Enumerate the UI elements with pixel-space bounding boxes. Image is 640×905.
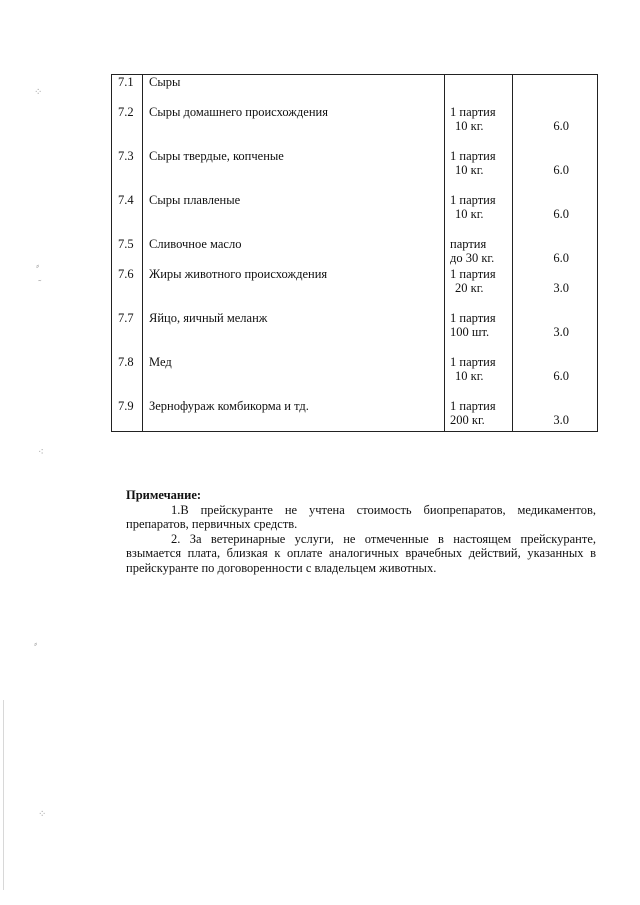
row-unit-line1: 1 партия bbox=[450, 192, 496, 207]
notes-section bbox=[126, 488, 596, 575]
row-name: Сыры плавленые bbox=[143, 193, 445, 237]
row-unit bbox=[445, 75, 513, 105]
table-row bbox=[112, 237, 598, 267]
notes-heading: Примечание: bbox=[126, 488, 202, 502]
row-name: Сливочное масло bbox=[143, 237, 445, 267]
row-name: Мед bbox=[143, 355, 445, 399]
row-price-value: 3.0 bbox=[553, 280, 569, 295]
row-price bbox=[513, 399, 598, 432]
scan-speck: ˜ bbox=[38, 279, 42, 290]
row-unit bbox=[445, 399, 513, 432]
row-price bbox=[513, 311, 598, 355]
scan-speck: ⸗ bbox=[34, 639, 38, 650]
row-number: 7.2 bbox=[112, 105, 143, 149]
row-unit-line1: 1 партия bbox=[450, 266, 496, 281]
row-unit-line1: 1 партия bbox=[450, 398, 496, 413]
row-price bbox=[513, 149, 598, 193]
row-name: Сыры bbox=[143, 75, 445, 105]
row-unit-line2: 10 кг. bbox=[455, 368, 484, 383]
row-price bbox=[513, 267, 598, 311]
table-row bbox=[112, 149, 598, 193]
row-price-value: 6.0 bbox=[553, 368, 569, 383]
table-row bbox=[112, 267, 598, 311]
row-unit-line2: до 30 кг. bbox=[450, 250, 495, 265]
row-unit-line1: 1 партия bbox=[450, 310, 496, 325]
row-price bbox=[513, 193, 598, 237]
row-number: 7.1 bbox=[112, 75, 143, 105]
table-row bbox=[112, 355, 598, 399]
row-unit-line2: 10 кг. bbox=[455, 162, 484, 177]
row-price-value: 6.0 bbox=[553, 118, 569, 133]
note-paragraph-1: 1.В прейскуранте не учтена стоимость биопрепаратов, медикаментов, препаратов, первичных средств. bbox=[126, 502, 596, 531]
row-number: 7.9 bbox=[112, 399, 143, 432]
table-row bbox=[112, 105, 598, 149]
row-number: 7.6 bbox=[112, 267, 143, 311]
row-unit-line2: 20 кг. bbox=[455, 280, 484, 295]
scan-speck: ⁖ bbox=[38, 447, 44, 458]
table-row bbox=[112, 75, 598, 105]
row-name: Жиры животного происхождения bbox=[143, 267, 445, 311]
row-unit bbox=[445, 105, 513, 149]
row-name: Яйцо, яичный меланж bbox=[143, 311, 445, 355]
table-row bbox=[112, 399, 598, 432]
row-number: 7.3 bbox=[112, 149, 143, 193]
row-price-value: 6.0 bbox=[553, 162, 569, 177]
row-unit-line2: 10 кг. bbox=[455, 206, 484, 221]
row-name: Зернофураж комбикорма и тд. bbox=[143, 399, 445, 432]
row-unit-line1: 1 партия bbox=[450, 104, 496, 119]
scan-speck: ⸗ bbox=[36, 261, 40, 272]
row-unit bbox=[445, 237, 513, 267]
table-row bbox=[112, 311, 598, 355]
scan-edge-line bbox=[3, 700, 4, 890]
row-price bbox=[513, 75, 598, 105]
row-number: 7.8 bbox=[112, 355, 143, 399]
row-unit-line1: 1 партия bbox=[450, 148, 496, 163]
row-name: Сыры твердые, копченые bbox=[143, 149, 445, 193]
row-number: 7.5 bbox=[112, 237, 143, 267]
row-price bbox=[513, 237, 598, 267]
row-unit-line2: 200 кг. bbox=[450, 412, 485, 427]
row-number: 7.7 bbox=[112, 311, 143, 355]
row-unit-line1: 1 партия bbox=[450, 354, 496, 369]
row-price-value: 3.0 bbox=[553, 412, 569, 427]
row-unit bbox=[445, 267, 513, 311]
row-unit bbox=[445, 311, 513, 355]
row-number: 7.4 bbox=[112, 193, 143, 237]
row-price-value: 6.0 bbox=[553, 206, 569, 221]
row-unit bbox=[445, 149, 513, 193]
row-unit-line1: партия bbox=[450, 236, 487, 251]
price-table-body bbox=[112, 75, 598, 432]
table-row bbox=[112, 193, 598, 237]
row-unit bbox=[445, 193, 513, 237]
price-table bbox=[111, 74, 598, 432]
row-price-value: 6.0 bbox=[553, 250, 569, 265]
row-unit-line2: 100 шт. bbox=[450, 324, 490, 339]
row-price-value: 3.0 bbox=[553, 324, 569, 339]
note-paragraph-2: 2. За ветеринарные услуги, не отмеченные в настоящем прейскуранте, взымается плата, близкая к оплате аналогичных врачебных действий, указанных в прейскуранте по договоренности с владельцем животных. bbox=[126, 531, 596, 575]
row-price bbox=[513, 355, 598, 399]
row-price bbox=[513, 105, 598, 149]
scan-speck: ⁘ bbox=[34, 87, 43, 98]
row-name: Сыры домашнего происхождения bbox=[143, 105, 445, 149]
scan-speck: ⁘ bbox=[38, 809, 47, 820]
row-unit-line2: 10 кг. bbox=[455, 118, 484, 133]
row-unit bbox=[445, 355, 513, 399]
